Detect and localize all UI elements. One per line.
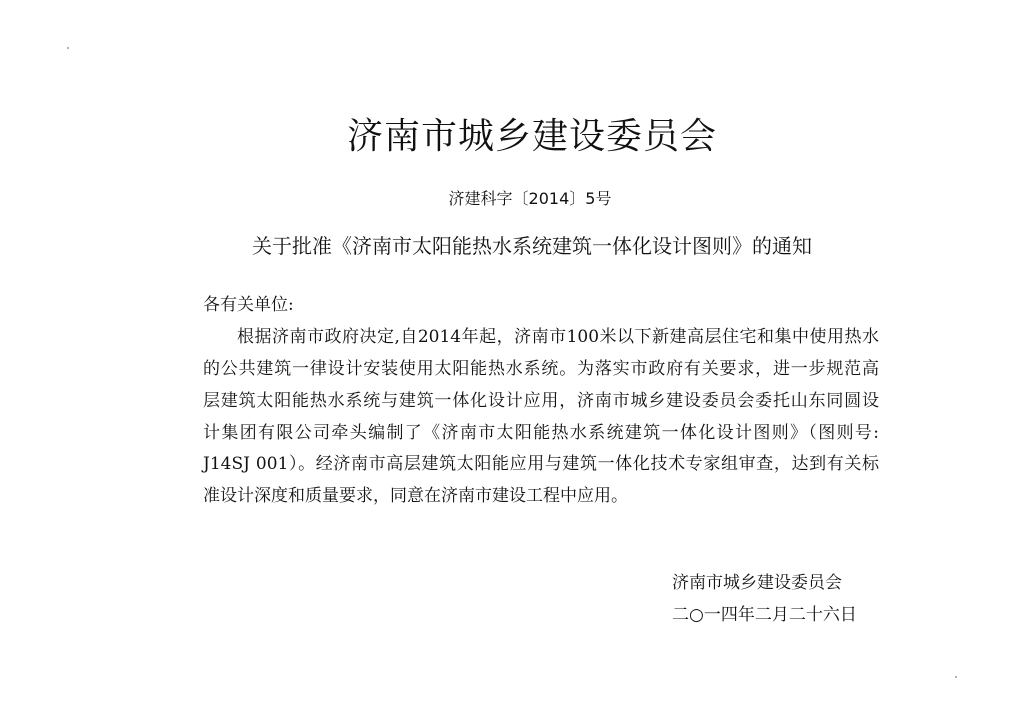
body-line: 根据济南市政府决定,自2014年起，济南市100米以下新建高层住宅和集中使用热水	[237, 327, 879, 347]
scan-speck	[955, 676, 957, 678]
body-line: 的公共建筑一律设计安装使用太阳能热水系统。为落实市政府有关要求，进一步规范高	[203, 359, 879, 379]
notice-subject: 关于批准《济南市太阳能热水系统建筑一体化设计图则》的通知	[252, 234, 812, 258]
body-line: J14SJ 001）。经济南市高层建筑太阳能应用与建筑一体化技术专家组审查，达到有关标	[203, 454, 879, 474]
body-line: 层建筑太阳能热水系统与建筑一体化设计应用，济南市城乡建设委员会委托山东同圆设	[203, 391, 879, 411]
signature-date: 二○一四年二月二十六日	[672, 605, 857, 625]
body-line-last: 准设计深度和质量要求，同意在济南市建设工程中应用。	[203, 486, 628, 506]
scan-speck	[67, 47, 69, 49]
issuer-title: 济南市城乡建设委员会	[346, 116, 717, 157]
body-line: 计集团有限公司牵头编制了《济南市太阳能热水系统建筑一体化设计图则》（图则号:	[203, 423, 879, 443]
salutation: 各有关单位:	[203, 295, 294, 315]
document-number: 济建科字〔2014〕5号	[448, 189, 612, 208]
signature-organization: 济南市城乡建设委员会	[672, 573, 842, 593]
